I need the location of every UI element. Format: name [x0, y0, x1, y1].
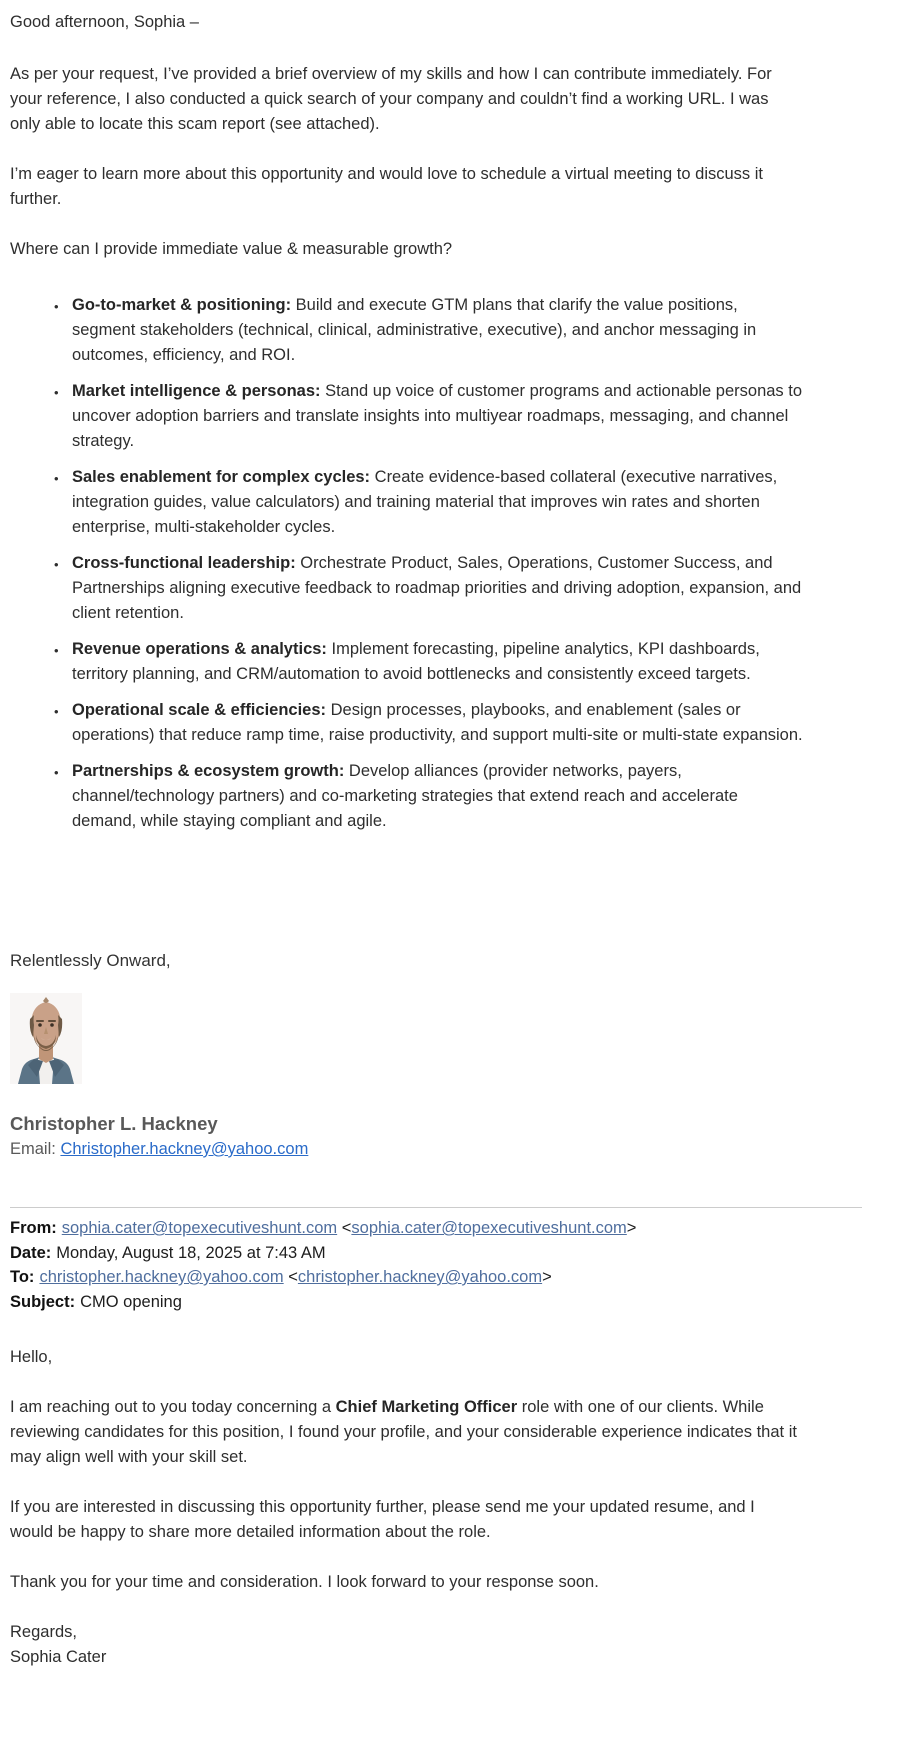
bullet-text: Build and execute GTM plans that clarify the value positions, segment stakeholders (technical, clinical, administrative, executive), and anchor messaging in outcomes, efficiency, and ROI. — [72, 296, 757, 364]
from-label: From: — [10, 1219, 57, 1237]
email-label: Email: — [10, 1140, 56, 1158]
role-title-bold: Chief Marketing Officer — [335, 1398, 518, 1416]
headshot-photo — [10, 993, 82, 1084]
bullet-label: Market intelligence & personas: — [72, 382, 321, 400]
paragraph-text: role with one of our clients. While reviewing candidates for this position, I found your profile, and your considerable experience indicates that it may align well with your skill set. — [10, 1398, 797, 1466]
quoted-thanks-paragraph: Thank you for your time and consideration. I look forward to your response soon. — [10, 1573, 599, 1591]
intro-paragraph: As per your request, I’ve provided a brief overview of my skills and how I can contribute immediately. For your reference, I also conducted a quick search of your company and couldn’t find a working URL. I was only able to locate this scam report (see attached). — [10, 65, 772, 133]
value-question-line: Where can I provide immediate value & measurable growth? — [10, 240, 453, 258]
greeting-line: Good afternoon, Sophia – — [10, 13, 199, 31]
date-label: Date: — [10, 1243, 52, 1262]
bullet-text: Design processes, playbooks, and enablement (sales or operations) that reduce ramp time, raise productivity, and support multi-site or multi-state expansion. — [72, 701, 803, 744]
bullet-text: Develop alliances (provider networks, payers, channel/technology partners) and co-marketing strategies that extend reach and accelerate demand, while staying compliant and agile. — [72, 762, 738, 830]
bullet-label: Partnerships & ecosystem growth: — [72, 762, 345, 780]
signature-email-line — [10, 1136, 890, 1162]
bullet-text: Implement forecasting, pipeline analytics, KPI dashboards, territory planning, and CRM/automation to avoid bottlenecks and consistently exceed targets. — [72, 640, 760, 683]
quoted-role-paragraph — [10, 1395, 802, 1470]
paragraph-text: I am reaching out to you today concerning a — [10, 1398, 336, 1416]
bullet-label: Sales enablement for complex cycles: — [72, 468, 371, 486]
list-item-market-intelligence — [54, 379, 804, 454]
to-address-link[interactable]: christopher.hackney@yahoo.com — [39, 1268, 284, 1286]
list-item-sales-enablement — [54, 465, 804, 540]
list-item-partnerships — [54, 759, 804, 834]
from-address-link[interactable]: sophia.cater@topexecutiveshunt.com — [61, 1219, 338, 1237]
angle-bracket: > — [626, 1219, 637, 1237]
bullet-text: Stand up voice of customer programs and actionable personas to uncover adoption barriers and translate insights into multiyear roadmaps, messaging, and channel strategy. — [72, 382, 803, 450]
bullet-label: Revenue operations & analytics: — [72, 640, 327, 658]
to-label: To: — [10, 1268, 35, 1286]
closing-line: Relentlessly Onward, — [10, 951, 171, 970]
angle-bracket: < — [283, 1268, 298, 1286]
sender-name-line: Sophia Cater — [10, 1648, 107, 1666]
signature-name: Christopher L. Hackney — [10, 1113, 218, 1134]
bullet-text: Orchestrate Product, Sales, Operations, Customer Success, and Partnerships aligning executive feedback to roadmap priorities and driving adoption, expansion, and client retention. — [72, 554, 802, 622]
date-value: Monday, August 18, 2025 at 7:43 AM — [56, 1243, 326, 1262]
list-item-operational-scale — [54, 698, 804, 748]
bullet-label: Operational scale & efficiencies: — [72, 701, 327, 719]
header-subject-line — [10, 1290, 890, 1315]
bullet-label: Cross-functional leadership: — [72, 554, 296, 572]
list-item-go-to-market — [54, 293, 804, 368]
list-item-revenue-operations — [54, 637, 804, 687]
quoted-message-header — [10, 1216, 890, 1314]
quoted-signoff — [10, 1620, 890, 1670]
quoted-resume-paragraph: If you are interested in discussing this opportunity further, please send me your updated resume, and I would be happy to share more detailed information about the role. — [10, 1498, 755, 1541]
from-address-bracketed-link[interactable]: sophia.cater@topexecutiveshunt.com — [351, 1219, 627, 1237]
quoted-hello-line: Hello, — [10, 1348, 53, 1366]
angle-bracket: < — [337, 1219, 352, 1237]
skills-bullet-list — [10, 293, 844, 834]
header-to-line — [10, 1265, 890, 1290]
signature-email-link[interactable]: Christopher.hackney@yahoo.com — [60, 1140, 309, 1158]
quoted-message-divider — [10, 1207, 862, 1208]
angle-bracket: > — [542, 1268, 552, 1286]
header-from-line — [10, 1216, 890, 1241]
bullet-label: Go-to-market & positioning: — [72, 296, 292, 314]
bullet-text: Create evidence-based collateral (executive narratives, integration guides, value calculators) and training material that improves win rates and shorten enterprise, multi-stakeholder cycles. — [72, 468, 778, 536]
regards-line: Regards, — [10, 1623, 77, 1641]
to-address-bracketed-link[interactable]: christopher.hackney@yahoo.com — [297, 1268, 543, 1286]
meeting-paragraph: I’m eager to learn more about this opportunity and would love to schedule a virtual meeting to discuss it further. — [10, 165, 763, 208]
subject-label: Subject: — [10, 1292, 76, 1311]
list-item-cross-functional — [54, 551, 804, 626]
header-date-line — [10, 1241, 890, 1266]
subject-value: CMO opening — [80, 1292, 182, 1311]
